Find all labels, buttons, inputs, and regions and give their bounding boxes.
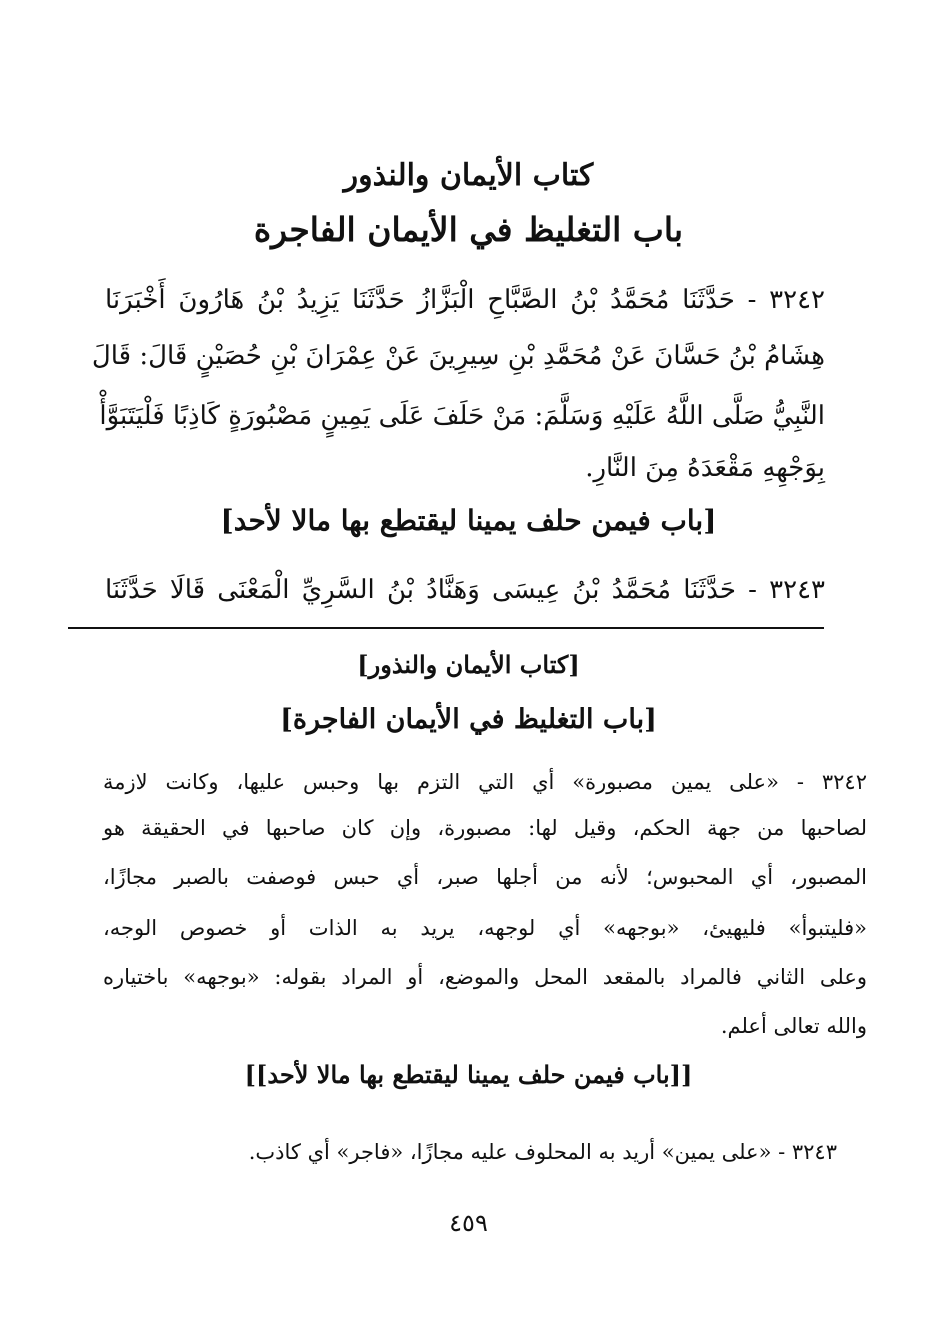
hadith-line: هِشَامُ بْنُ حَسَّانَ عَنْ مُحَمَّدِ بْنِ سِيرِينَ عَنْ عِمْرَانَ بْنِ حُصَيْنٍ قَالَ: قَالَ: [91, 341, 825, 371]
hadith-line: النَّبِيُّ صَلَّى اللَّهُ عَلَيْهِ وَسَلَّمَ: مَنْ حَلَفَ عَلَى يَمِينٍ مَصْبُورَةٍ كَاذِبًا فَلْيَتَبَوَّأْ: [99, 401, 825, 431]
commentary-section-heading: [[باب فيمن حلف يمينا ليقتطع بها مالا لأحد]]: [244, 1060, 693, 1089]
footnote-divider: [68, 627, 824, 629]
section-heading: [باب فيمن حلف يمينا ليقتطع بها مالا لأحد]: [220, 504, 717, 537]
commentary-line: والله تعالى أعلم.: [720, 1014, 867, 1038]
chapter-title: باب التغليظ في الأيمان الفاجرة: [253, 210, 684, 249]
commentary-book-title: [كتاب الأيمان والنذور]: [357, 650, 580, 679]
commentary-line: لصاحبها من جهة الحكم، وقيل لها: مصبورة، وإن كان صاحبها في الحقيقة هو: [103, 816, 867, 840]
page-number: ٤٥٩: [449, 1209, 488, 1237]
hadith-line: ٣٢٤٢ - حَدَّثَنَا مُحَمَّدُ بْنُ الصَّبَّاحِ الْبَزَّازُ حَدَّثَنَا يَزِيدُ بْنُ هَارُونَ أَخْبَرَنَا: [105, 285, 825, 315]
commentary-line: ٣٢٤٢ - «على يمين مصبورة» أي التي التزم بها وحبس عليها، وكانت لازمة: [103, 770, 867, 794]
hadith-line: بِوَجْهِهِ مَقْعَدَهُ مِنَ النَّارِ.: [585, 453, 825, 483]
commentary-line: «فليتبوأ» فليهيئ، «بوجهه» أي لوجهه، يريد به الذات أو خصوص الوجه،: [103, 916, 867, 940]
commentary-line: وعلى الثاني فالمراد بالمقعد المحل والموضع، أو المراد بقوله: «بوجهه» باختياره: [103, 965, 867, 989]
commentary-line: المصبور، أي المحبوس؛ لأنه من أجلها صبر، أي حبس فوصفت بالصبر مجازًا،: [103, 865, 867, 889]
hadith-line: ٣٢٤٣ - حَدَّثَنَا مُحَمَّدُ بْنُ عِيسَى وَهَنَّادُ بْنُ السَّرِيِّ الْمَعْنَى قَالَا حَدَّثَنَا: [105, 575, 825, 605]
commentary-chapter-title: [باب التغليظ في الأيمان الفاجرة]: [280, 704, 657, 735]
commentary-note: ٣٢٤٣ - «على يمين» أريد به المحلوف عليه مجازًا، «فاجر» أي كاذب.: [248, 1140, 837, 1164]
book-title: كتاب الأيمان والنذور: [343, 158, 594, 193]
